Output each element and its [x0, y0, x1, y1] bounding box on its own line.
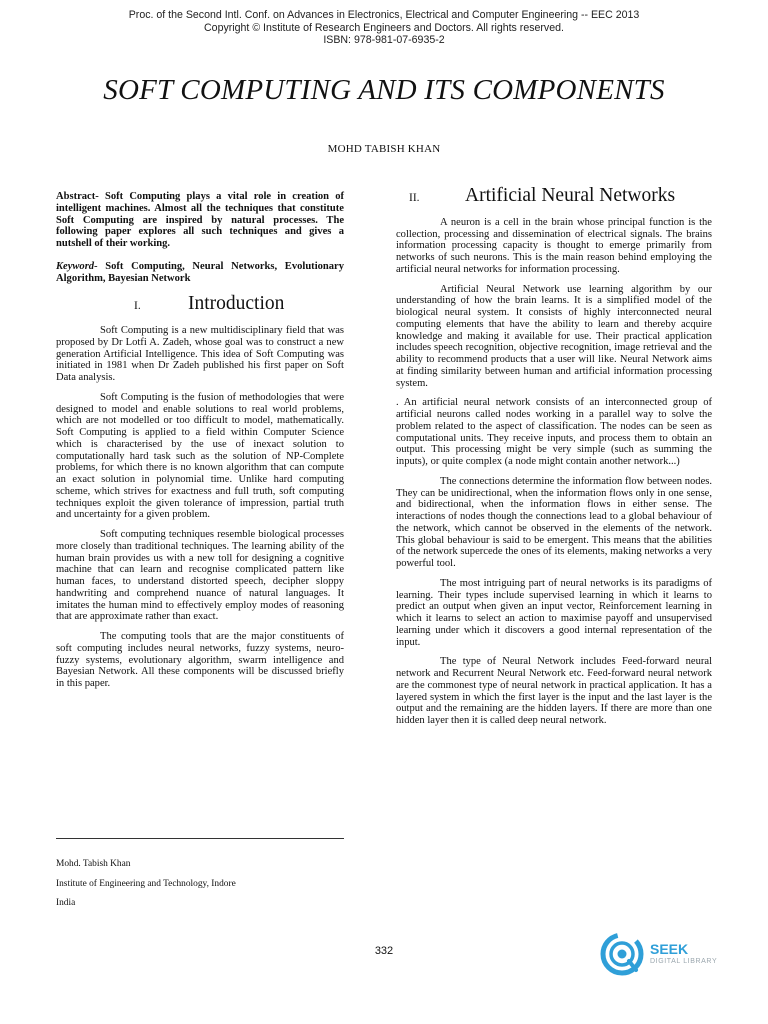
paragraph: The connections determine the information flow between nodes. They can be unidirectional, when the information flows only in one sense, and bidirectional, when the information flows in either sense. The interactions of nodes though the connections lead to a global behaviour of the network, which cannot be observed in the elements of the network. This global behaviour is said to be emergent. This means that the abilities of the network supercede the ones of its elements, making networks a very powerful tool.	[396, 475, 712, 569]
header-line-1: Proc. of the Second Intl. Conf. on Advances in Electronics, Electrical and Computer Engineering -- EEC 2013	[128, 9, 640, 21]
paragraph: Artificial Neural Network use learning algorithm by our understanding of how the brain learns. It is a simplified model of the biological neural system. It consists of highly interconnected neural computing elements that have the ability to learn and thereby acquire knowledge and making it available for use. Their practical application includes speech recognition, objective recognition, image retrieval and the ability to recommend products that a user will like. Neural Network aims at finding similarity between human and artificial information processing system.	[396, 283, 712, 389]
keywords	[56, 261, 344, 285]
section-number: I.	[134, 300, 141, 313]
keywords-label: Keyword-	[56, 260, 98, 272]
section-heading-introduction	[56, 293, 344, 315]
seek-logo-text	[650, 942, 717, 966]
section-title: Artificial Neural Networks	[465, 185, 676, 206]
logo-subtitle: DIGITAL LIBRARY	[650, 958, 718, 965]
section-heading-ann	[396, 185, 712, 206]
paper-title: SOFT COMPUTING AND ITS COMPONENTS	[103, 74, 665, 106]
logo-title: SEEK	[650, 941, 689, 957]
conference-header	[0, 9, 768, 47]
header-line-3: ISBN: 978-981-07-6935-2	[323, 34, 445, 47]
section-title: Introduction	[188, 293, 285, 315]
paragraph: Soft computing techniques resemble biological processes more closely than traditional techniques. The learning ability of the human brain provides us with a new toll for designing a cognitive machine that can learn and recognise complicated pattern like human faces, to understand distorted speech, decipher sloppy handwriting and comprehend nuance of natural languages. It imitates the human mind to effectively employ modes of reasoning that are approximate rather than exact.	[56, 529, 344, 623]
footnote-institute: Institute of Engineering and Technology, Indore	[56, 878, 236, 889]
paragraph: Soft Computing is the fusion of methodologies that were designed to model and enable solutions to real world problems, which are not modelled or too difficult to model, mathematically. Soft Computing is applied to a field within Computer Science which is characterised by the use of inexact solution to computationally hard task such as the solution of NP-Complete problems, for which there is no known algorithm that can compute an exact solution in polynomial time. Unlike hard computing scheme, which strives for exactness and full truth, soft computing techniques exploit the given tolerance of impression, partial truth and uncertainty for a given problem.	[56, 391, 344, 521]
paragraph: The most intriguing part of neural networks is its paradigms of learning. Their types include supervised learning in which it learns to predict an output when given an input vector, Reinforcement learning in which it learns to select an action to maximise payoff and unsupervised learning under which it discovers a good internal representation of the input.	[396, 577, 712, 648]
section-number: II.	[409, 192, 420, 204]
paragraph: The type of Neural Network includes Feed-forward neural network and Recurrent Neural Network etc. Feed-forward neural network are the commonest type of neural network in practical application. It has a layered system in which the first layer is the input and the last layer is the output and the remaining are the hidden layers. If there are more than one hidden layer then it is called deep neural network.	[396, 656, 712, 726]
abstract: Abstract- Soft Computing plays a vital role in creation of intelligent machines. Almost all the techniques that constitute Soft Computing are inspired by natural processes. The following paper explores all such techniques and gives a nutshell of their working.	[56, 191, 344, 249]
keywords-text: Soft Computing, Neural Networks, Evolutionary Algorithm, Bayesian Network	[56, 260, 344, 284]
footnote-country: India	[56, 898, 76, 908]
header-line-2: Copyright © Institute of Research Engineers and Doctors. All rights reserved.	[204, 21, 564, 34]
author-footnote	[56, 855, 236, 914]
paragraph: . An artificial neural network consists of an interconnected group of artificial neurons called nodes working in a parallel way to solve the problem related to the aspect of classification. The nodes can be seen as computational units. They receive inputs, and process them to obtain an output. This processing might be very simple (such as summing the inputs), or quite complex (a node might contain another network...)	[396, 397, 712, 467]
left-column	[56, 191, 344, 698]
paragraph: The computing tools that are the major constituents of soft computing includes neural networks, fuzzy systems, neuro-fuzzy systems, evolutionary algorithm, swarm intelligence and Bayesian Network. All these components will be discussed briefly in this paper.	[56, 631, 344, 689]
page-number: 332	[374, 945, 394, 957]
footnote-name: Mohd. Tabish Khan	[56, 859, 131, 869]
footnote-divider	[56, 838, 344, 839]
seek-logo	[600, 930, 730, 978]
right-column	[396, 185, 712, 735]
paper-author: MOHD TABISH KHAN	[327, 143, 441, 155]
seek-logo-icon	[600, 932, 644, 976]
paragraph: Soft Computing is a new multidisciplinary field that was proposed by Dr Lotfi A. Zadeh, whose goal was to construct a new generation Artificial Intelligence. This idea of Soft Computing was initiated in 1981 when Dr Zadeh published his first paper on Soft Data analysis.	[56, 325, 344, 383]
paragraph: A neuron is a cell in the brain whose principal function is the collection, processing and dissemination of electrical signals. The brains information processing capacity is thought to emerge primarily from networks of such neurons. This is the main reason behind employing the artificial neural networks for information processing.	[396, 216, 712, 275]
